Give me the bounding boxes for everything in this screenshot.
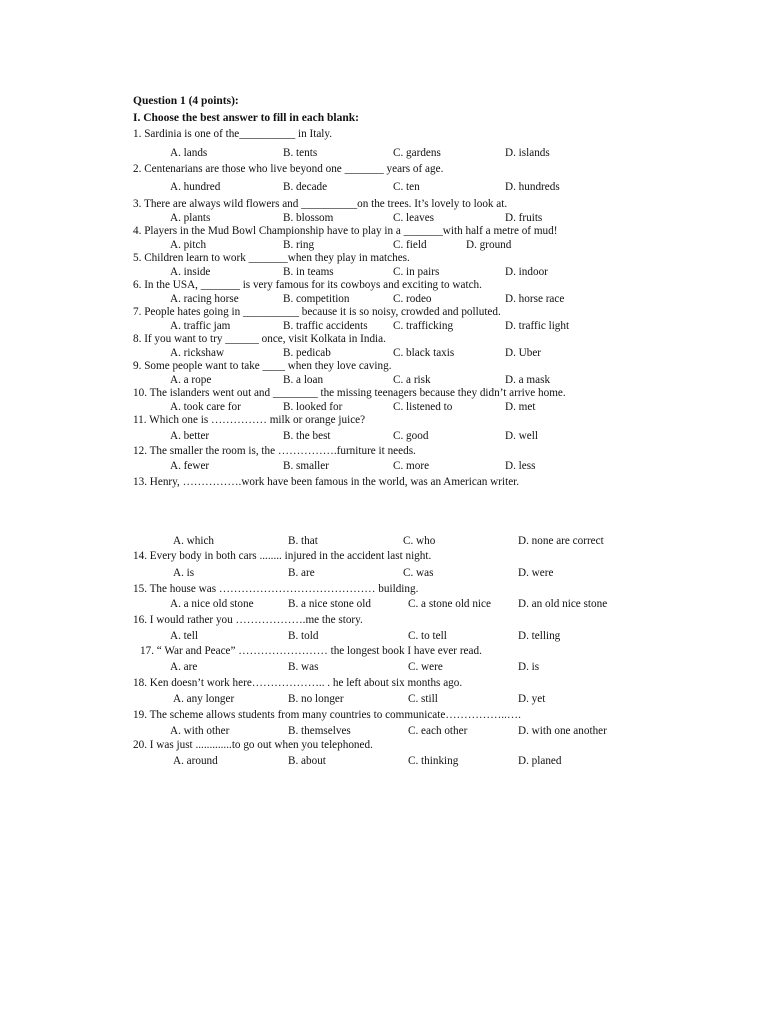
- answer-option: C. was: [403, 567, 434, 579]
- question-text: 2. Centenarians are those who live beyond one _______ years of age.: [133, 163, 444, 175]
- question-text: 11. Which one is …………… milk or orange juice?: [133, 414, 366, 426]
- answer-option: B. the best: [283, 430, 331, 442]
- answer-option: C. more: [393, 460, 430, 472]
- answer-option: D. a mask: [505, 374, 551, 386]
- instruction-text: I. Choose the best answer to fill in each blank:: [133, 112, 359, 124]
- answer-option: C. rodeo: [393, 293, 432, 305]
- answer-option: D. is: [518, 661, 540, 673]
- answer-option: C. field: [393, 239, 427, 251]
- answer-option: B. are: [288, 567, 315, 579]
- answer-option: A. inside: [170, 266, 211, 278]
- answer-option: A. traffic jam: [170, 320, 231, 332]
- answer-option: C. black taxis: [393, 347, 455, 359]
- answer-option: A. pitch: [170, 239, 207, 251]
- answer-option: D. hundreds: [505, 181, 560, 193]
- answer-option: C. listened to: [393, 401, 453, 413]
- answer-option: B. was: [288, 661, 319, 673]
- answer-option: C. each other: [408, 725, 468, 737]
- answer-option: A. took care for: [170, 401, 241, 413]
- question-text: 6. In the USA, _______ is very famous for its cowboys and exciting to watch.: [133, 279, 482, 291]
- answer-option: D. none are correct: [518, 535, 604, 547]
- question-text: 3. There are always wild flowers and __________on the trees. It’s lovely to look at.: [133, 198, 508, 210]
- answer-option: B. that: [288, 535, 318, 547]
- answer-option: D. with one another: [518, 725, 607, 737]
- question-text: 5. Children learn to work _______when they play in matches.: [133, 252, 410, 264]
- answer-option: C. a risk: [393, 374, 431, 386]
- question-text: 15. The house was …………………………………… building.: [133, 583, 419, 595]
- answer-option: B. traffic accidents: [283, 320, 368, 332]
- question-text: 10. The islanders went out and ________ the missing teenagers because they didn’t arrive home.: [133, 387, 566, 399]
- answer-option: A. tell: [170, 630, 198, 642]
- answer-option: D. planed: [518, 755, 562, 767]
- answer-option: C. still: [408, 693, 438, 705]
- answer-option: B. competition: [283, 293, 350, 305]
- answer-option: D. indoor: [505, 266, 548, 278]
- answer-option: C. trafficking: [393, 320, 454, 332]
- answer-option: D. met: [505, 401, 536, 413]
- answer-option: D. well: [505, 430, 538, 442]
- question-text: 9. Some people want to take ____ when they love caving.: [133, 360, 392, 372]
- answer-option: B. a loan: [283, 374, 324, 386]
- answer-option: A. a nice old stone: [170, 598, 254, 610]
- answer-option: B. decade: [283, 181, 328, 193]
- question-text: 7. People hates going in __________ because it is so noisy, crowded and polluted.: [133, 306, 501, 318]
- question-text: 1. Sardinia is one of the__________ in Italy.: [133, 128, 333, 140]
- question-text: 18. Ken doesn’t work here……………….. . he left about six months ago.: [133, 677, 463, 689]
- answer-option: C. leaves: [393, 212, 435, 224]
- answer-option: A. are: [170, 661, 198, 673]
- answer-option: A. any longer: [173, 693, 235, 705]
- answer-option: A. a rope: [170, 374, 212, 386]
- answer-option: B. about: [288, 755, 326, 767]
- answer-option: D. ground: [466, 239, 512, 251]
- answer-option: D. islands: [505, 147, 550, 159]
- answer-option: B. smaller: [283, 460, 329, 472]
- answer-option: B. pedicab: [283, 347, 331, 359]
- answer-option: A. fewer: [170, 460, 210, 472]
- question-text: 4. Players in the Mud Bowl Championship have to play in a _______with half a metre of mud!: [133, 225, 558, 237]
- question-text: 12. The smaller the room is, the …………….furniture it needs.: [133, 445, 416, 457]
- answer-option: D. fruits: [505, 212, 543, 224]
- answer-option: B. tents: [283, 147, 318, 159]
- answer-option: D. traffic light: [505, 320, 570, 332]
- answer-option: C. to tell: [408, 630, 447, 642]
- answer-option: D. yet: [518, 693, 546, 705]
- answer-option: A. plants: [170, 212, 211, 224]
- answer-option: C. in pairs: [393, 266, 440, 278]
- answer-option: D. were: [518, 567, 554, 579]
- answer-option: B. looked for: [283, 401, 343, 413]
- answer-option: C. a stone old nice: [408, 598, 491, 610]
- answer-option: B. themselves: [288, 725, 351, 737]
- answer-option: B. ring: [283, 239, 315, 251]
- question-text: 13. Henry, …………….work have been famous in the world, was an American writer.: [133, 476, 520, 488]
- answer-option: D. less: [505, 460, 536, 472]
- answer-option: C. ten: [393, 181, 420, 193]
- answer-option: A. with other: [170, 725, 230, 737]
- answer-option: D. Uber: [505, 347, 542, 359]
- answer-option: A. hundred: [170, 181, 221, 193]
- answer-option: C. good: [393, 430, 429, 442]
- answer-option: A. racing horse: [170, 293, 239, 305]
- question-text: 8. If you want to try ______ once, visit Kolkata in India.: [133, 333, 386, 345]
- question-text: 20. I was just .............to go out when you telephoned.: [133, 739, 373, 751]
- question-text: 14. Every body in both cars ........ injured in the accident last night.: [133, 550, 432, 562]
- question-title: Question 1 (4 points):: [133, 95, 239, 107]
- answer-option: B. a nice stone old: [288, 598, 371, 610]
- answer-option: D. an old nice stone: [518, 598, 608, 610]
- answer-option: A. rickshaw: [170, 347, 225, 359]
- question-text: 19. The scheme allows students from many countries to communicate……………..….: [133, 709, 521, 721]
- answer-option: A. lands: [170, 147, 208, 159]
- answer-option: C. thinking: [408, 755, 459, 767]
- answer-option: D. horse race: [505, 293, 565, 305]
- answer-option: B. in teams: [283, 266, 334, 278]
- answer-option: B. blossom: [283, 212, 334, 224]
- answer-option: D. telling: [518, 630, 561, 642]
- question-text: 17. “ War and Peace” …………………… the longest book I have ever read.: [140, 645, 482, 657]
- answer-option: B. told: [288, 630, 319, 642]
- answer-option: C. who: [403, 535, 436, 547]
- answer-option: C. gardens: [393, 147, 441, 159]
- question-text: 16. I would rather you ……………….me the story.: [133, 614, 363, 626]
- answer-option: A. better: [170, 430, 210, 442]
- answer-option: B. no longer: [288, 693, 344, 705]
- answer-option: C. were: [408, 661, 443, 673]
- answer-option: A. which: [173, 535, 215, 547]
- answer-option: A. is: [173, 567, 195, 579]
- answer-option: A. around: [173, 755, 218, 767]
